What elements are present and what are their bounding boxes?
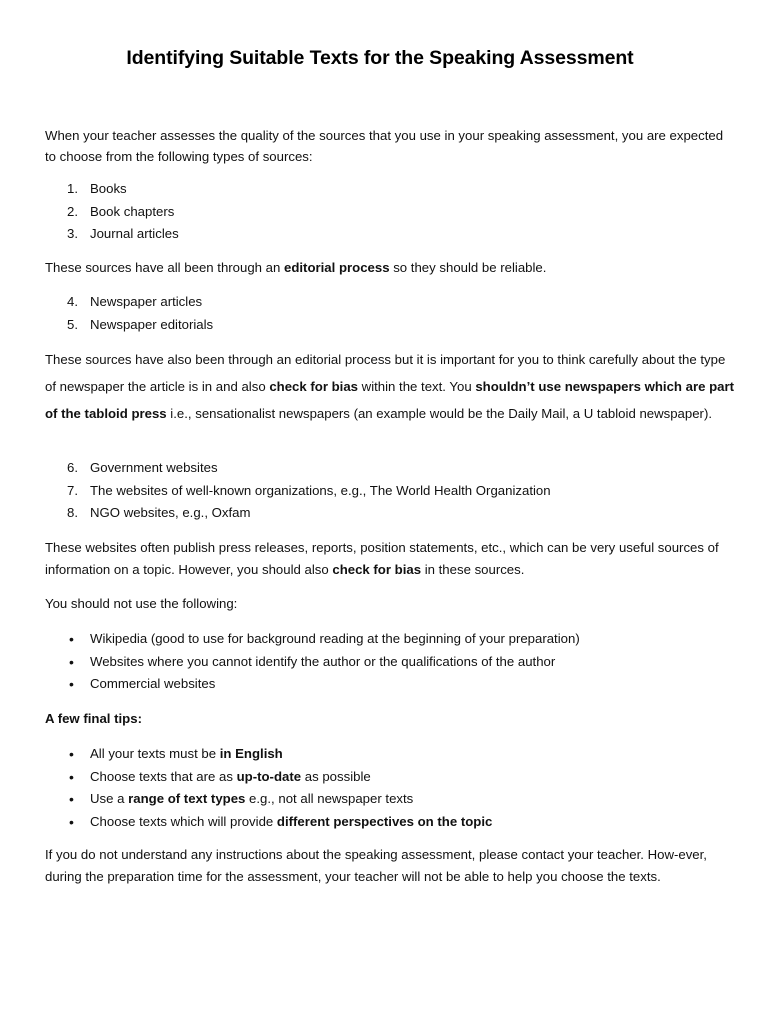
bold-run: editorial process xyxy=(284,260,390,275)
bullet: • xyxy=(69,768,74,785)
list-item xyxy=(45,766,735,789)
text-run: Use a xyxy=(90,791,129,806)
list-item-text: Commercial websites xyxy=(90,676,216,691)
list-item-text: Journal articles xyxy=(90,226,179,241)
text-run: in these sources. xyxy=(421,562,525,577)
intro-paragraph: When your teacher assesses the quality of the sources that you use in your speaking assessment, you are expected to choose from the following types of sources: xyxy=(45,128,724,164)
list-item xyxy=(45,457,735,480)
list-item-text: Newspaper articles xyxy=(90,294,203,309)
list-item xyxy=(45,480,735,503)
list-item-text: Book chapters xyxy=(90,203,175,219)
list-number: 4. xyxy=(67,294,78,309)
list-item-text: Government websites xyxy=(90,460,218,475)
text-run: Choose texts that are as xyxy=(90,768,237,784)
list-number: 3. xyxy=(67,226,78,241)
list-item xyxy=(45,788,735,811)
list-item xyxy=(45,673,735,696)
list-item xyxy=(45,502,735,525)
list-number: 8. xyxy=(67,505,78,520)
text-run: These sources have also been through an editorial process but it is important for you to think carefully about the type of newspaper the article is in and also xyxy=(45,352,726,394)
list-number: 2. xyxy=(67,203,78,219)
page-title: Identifying Suitable Texts for the Speaking Assessment xyxy=(126,47,634,69)
text-run: e.g., not all newspaper texts xyxy=(245,791,414,806)
list-item xyxy=(45,201,735,224)
bullet: • xyxy=(69,631,74,647)
bold-run: range of text types xyxy=(128,791,246,806)
list-item-text: Websites where you cannot identify the author or the qualifications of the author xyxy=(90,653,556,669)
list-item xyxy=(45,651,735,674)
text-run: so they should be reliable. xyxy=(389,260,547,275)
avoid-list xyxy=(45,628,735,696)
avoid-intro: You should not use the following: xyxy=(45,596,238,611)
bold-run: shouldn’t use newspapers which are part of the tabloid press xyxy=(45,379,735,421)
newspaper-paragraph xyxy=(45,346,735,427)
text-run: These websites often publish press releases, reports, position statements, etc., which can be very useful sources of information on a topic. However, you should also xyxy=(45,540,719,577)
list-item xyxy=(45,223,735,246)
list-number: 7. xyxy=(67,482,78,498)
closing-paragraph: If you do not understand any instructions about the speaking assessment, please contact your teacher. How-ever, during the preparation time for the assessment, your teacher will not be able to help you choose the texts. xyxy=(45,847,707,884)
list-number: 5. xyxy=(67,316,78,332)
list-item-text: NGO websites, e.g., Oxfam xyxy=(90,505,251,520)
list-item-text: Newspaper editorials xyxy=(90,316,214,332)
editorial-paragraph xyxy=(45,257,735,278)
bullet: • xyxy=(69,653,74,670)
list-item xyxy=(45,291,735,314)
list-item-text: The websites of well-known organizations, e.g., The World Health Organization xyxy=(90,482,551,498)
list-number: 6. xyxy=(67,460,78,475)
text-run: Choose texts which will provide xyxy=(90,813,277,829)
bullet: • xyxy=(69,791,74,807)
tips-heading: A few final tips: xyxy=(45,711,142,726)
text-run: i.e., sensationalist newspapers (an example would be the Daily Mail, a U tabloid newspaper). xyxy=(166,406,713,421)
list-item-text: Books xyxy=(90,181,127,196)
sources-list-newspapers xyxy=(45,291,735,336)
list-item xyxy=(45,178,735,201)
bold-run: check for bias xyxy=(269,379,359,394)
text-run: These sources have all been through an xyxy=(45,260,284,275)
list-item-text: Wikipedia (good to use for background reading at the beginning of your preparation) xyxy=(90,631,580,646)
tips-list xyxy=(45,743,735,833)
bullet: • xyxy=(69,813,74,830)
bold-run: different perspectives on the topic xyxy=(276,813,493,829)
list-item xyxy=(45,628,735,651)
bullet: • xyxy=(69,746,74,762)
list-item xyxy=(45,314,735,337)
bullet: • xyxy=(69,676,74,692)
text-run: as possible xyxy=(301,768,371,784)
sources-list-books xyxy=(45,178,735,246)
bold-run: up-to-date xyxy=(236,768,302,784)
list-item xyxy=(45,743,735,766)
bold-run: check for bias xyxy=(332,562,422,577)
list-item xyxy=(45,811,735,834)
sources-list-websites xyxy=(45,457,735,525)
text-run: All your texts must be xyxy=(90,746,220,761)
websites-paragraph xyxy=(45,537,735,581)
bold-run: in English xyxy=(219,746,283,761)
list-number: 1. xyxy=(67,181,78,196)
text-run: within the text. You xyxy=(358,379,476,394)
